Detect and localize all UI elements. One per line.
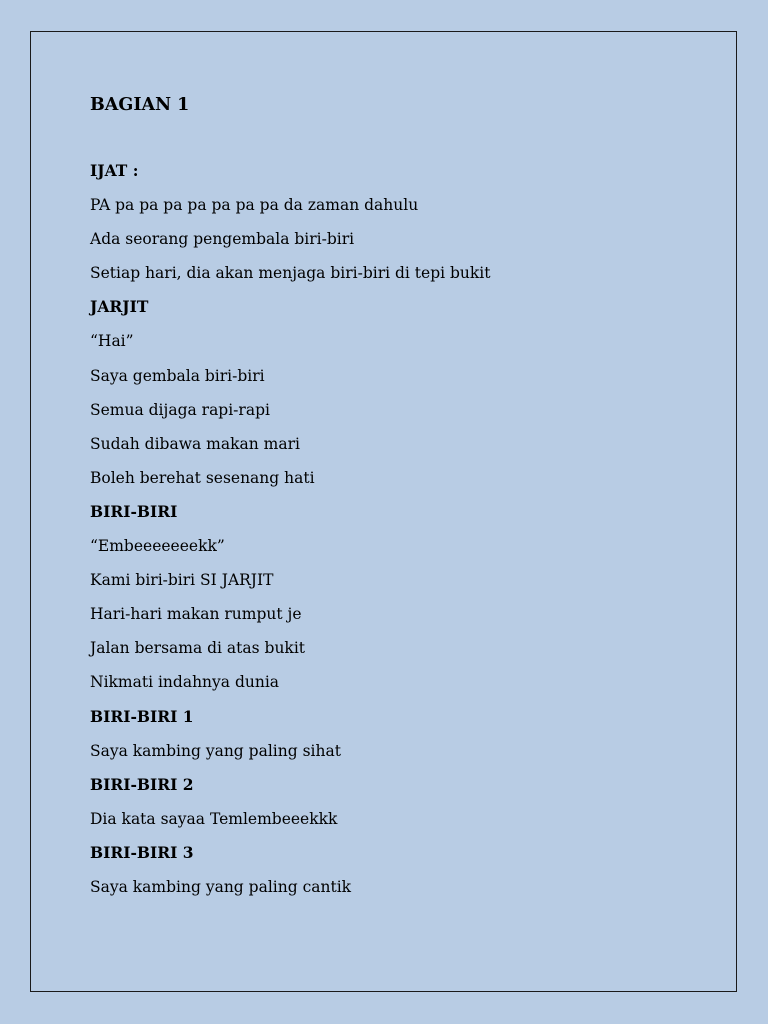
- dialogue-line: Jalan bersama di atas bukit: [90, 639, 306, 658]
- script-lines: [90, 160, 491, 910]
- dialogue-line: Saya kambing yang paling cantik: [90, 877, 352, 896]
- section-title: BAGIAN 1: [90, 95, 190, 115]
- speaker-name: IJAT :: [90, 161, 139, 180]
- dialogue-line: Hari-hari makan rumput je: [90, 605, 302, 624]
- speaker-name: BIRI-BIRI 2: [90, 774, 194, 794]
- dialogue-line: PA pa pa pa pa pa pa pa da zaman dahulu: [90, 196, 419, 215]
- speaker-name: BIRI-BIRI 1: [90, 706, 194, 726]
- dialogue-line: Setiap hari, dia akan menjaga biri-biri di tepi bukit: [90, 264, 491, 283]
- dialogue-line: Nikmati indahnya dunia: [90, 673, 280, 692]
- speaker-name: JARJIT: [90, 297, 149, 317]
- speaker-name: BIRI-BIRI: [90, 501, 178, 521]
- dialogue-line: Ada seorang pengembala biri-biri: [90, 230, 355, 249]
- dialogue-line: Saya kambing yang paling sihat: [90, 741, 341, 760]
- speaker-name: BIRI-BIRI 3: [90, 842, 194, 862]
- dialogue-line: Saya gembala biri-biri: [90, 366, 265, 385]
- dialogue-line: Sudah dibawa makan mari: [90, 434, 300, 453]
- dialogue-line: Semua dijaga rapi-rapi: [90, 400, 270, 419]
- dialogue-line: “Hai”: [90, 332, 134, 351]
- dialogue-line: Boleh berehat sesenang hati: [90, 468, 315, 487]
- dialogue-line: Kami biri-biri SI JARJIT: [90, 571, 274, 590]
- dialogue-line: Dia kata sayaa Temlembeeekkk: [90, 809, 338, 828]
- dialogue-line: “Embeeeeeeekk”: [90, 537, 225, 556]
